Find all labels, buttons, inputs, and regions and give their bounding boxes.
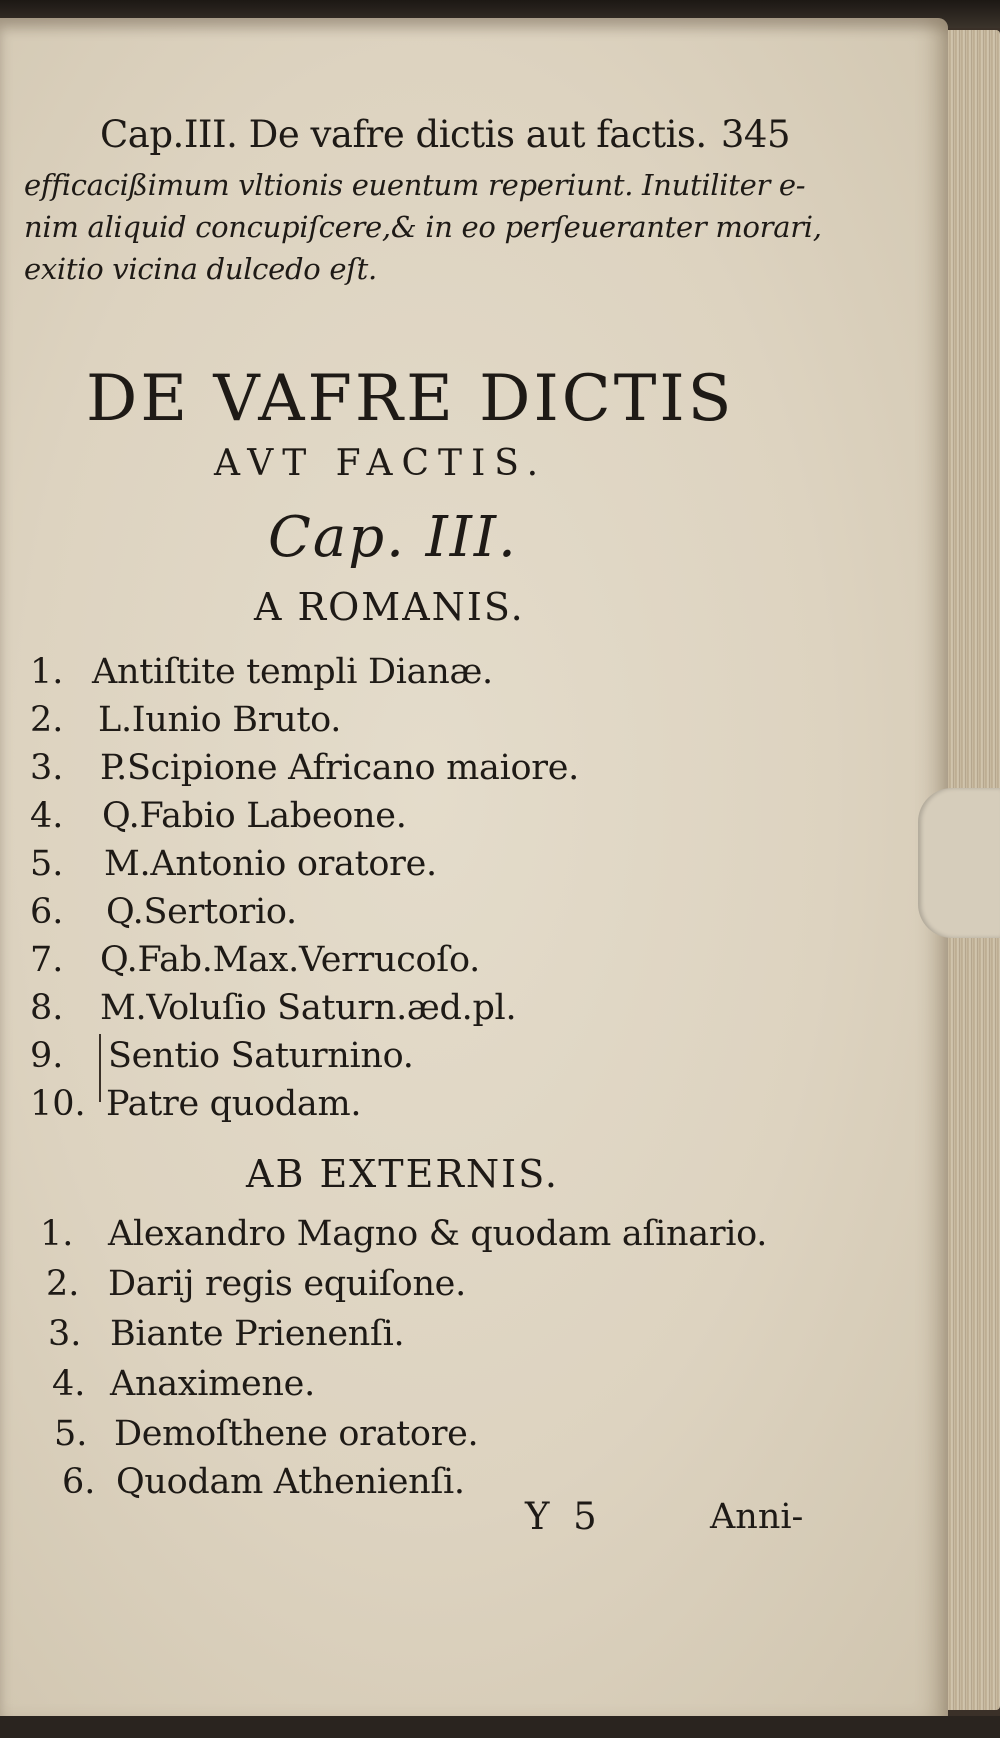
chapter-number: Cap. III. bbox=[268, 505, 518, 570]
item-number: 5. bbox=[54, 1414, 88, 1454]
chapter-title-line-1: DE VAFRE DICTIS bbox=[86, 362, 735, 436]
ink-stroke bbox=[99, 1034, 101, 1102]
running-header bbox=[100, 113, 790, 159]
section-heading-romani: A ROMANIS. bbox=[254, 585, 525, 629]
item-text: Q.Fab.Max.Verrucoſo. bbox=[100, 940, 480, 980]
text-line-1: efficacißimum vltionis euentum reperiunt. Inutiliter e- bbox=[24, 168, 806, 202]
item-text: M.Voluſio Saturn.æd.pl. bbox=[100, 988, 517, 1028]
signature-mark: Y 5 bbox=[525, 1495, 603, 1538]
item-number: 3. bbox=[48, 1314, 82, 1354]
item-text: Demoſthene oratore. bbox=[114, 1414, 479, 1454]
item-number: 2. bbox=[30, 700, 64, 740]
item-text: Patre quodam. bbox=[106, 1084, 362, 1124]
item-number: 8. bbox=[30, 988, 64, 1028]
item-text: Anaximene. bbox=[110, 1364, 315, 1404]
item-text: Antiſtite templi Dianæ. bbox=[92, 652, 493, 692]
bottom-shadow bbox=[0, 1716, 1000, 1738]
item-number: 6. bbox=[30, 892, 64, 932]
item-text: Sentio Saturnino. bbox=[108, 1036, 414, 1076]
section-heading-externi: AB EXTERNIS. bbox=[246, 1152, 559, 1196]
item-number: 6. bbox=[62, 1462, 96, 1502]
item-number: 1. bbox=[40, 1214, 74, 1254]
item-number: 4. bbox=[30, 796, 64, 836]
item-number: 3. bbox=[30, 748, 64, 788]
item-number: 9. bbox=[30, 1036, 64, 1076]
item-number: 4. bbox=[52, 1364, 86, 1404]
item-text: Q.Fabio Labeone. bbox=[102, 796, 407, 836]
text-line-2: nim aliquid concupiſcere,& in eo perſeueranter morari, bbox=[24, 210, 822, 244]
item-number: 7. bbox=[30, 940, 64, 980]
item-text: Darij regis equiſone. bbox=[108, 1264, 466, 1304]
item-text: Alexandro Magno & quodam aſinario. bbox=[108, 1214, 768, 1254]
item-number: 5. bbox=[30, 844, 64, 884]
item-number: 2. bbox=[46, 1264, 80, 1304]
page-tab-marker bbox=[918, 788, 1000, 938]
item-text: M.Antonio oratore. bbox=[104, 844, 437, 884]
running-title: Cap.III. De vafre dictis aut factis. bbox=[100, 113, 707, 156]
chapter-title-line-2: AVT FACTIS. bbox=[214, 443, 548, 484]
item-text: Biante Prienenſi. bbox=[110, 1314, 405, 1354]
item-text: L.Iunio Bruto. bbox=[98, 700, 342, 740]
item-number: 1. bbox=[30, 652, 64, 692]
item-text: Q.Sertorio. bbox=[106, 892, 297, 932]
item-text: Quodam Athenienſi. bbox=[116, 1462, 465, 1502]
item-number: 10. bbox=[30, 1084, 86, 1124]
catchword: Anni- bbox=[710, 1497, 804, 1537]
item-text: P.Scipione Africano maiore. bbox=[100, 748, 579, 788]
text-line-3: exitio vicina dulcedo eſt. bbox=[24, 252, 377, 286]
page-number: 345 bbox=[720, 113, 790, 156]
